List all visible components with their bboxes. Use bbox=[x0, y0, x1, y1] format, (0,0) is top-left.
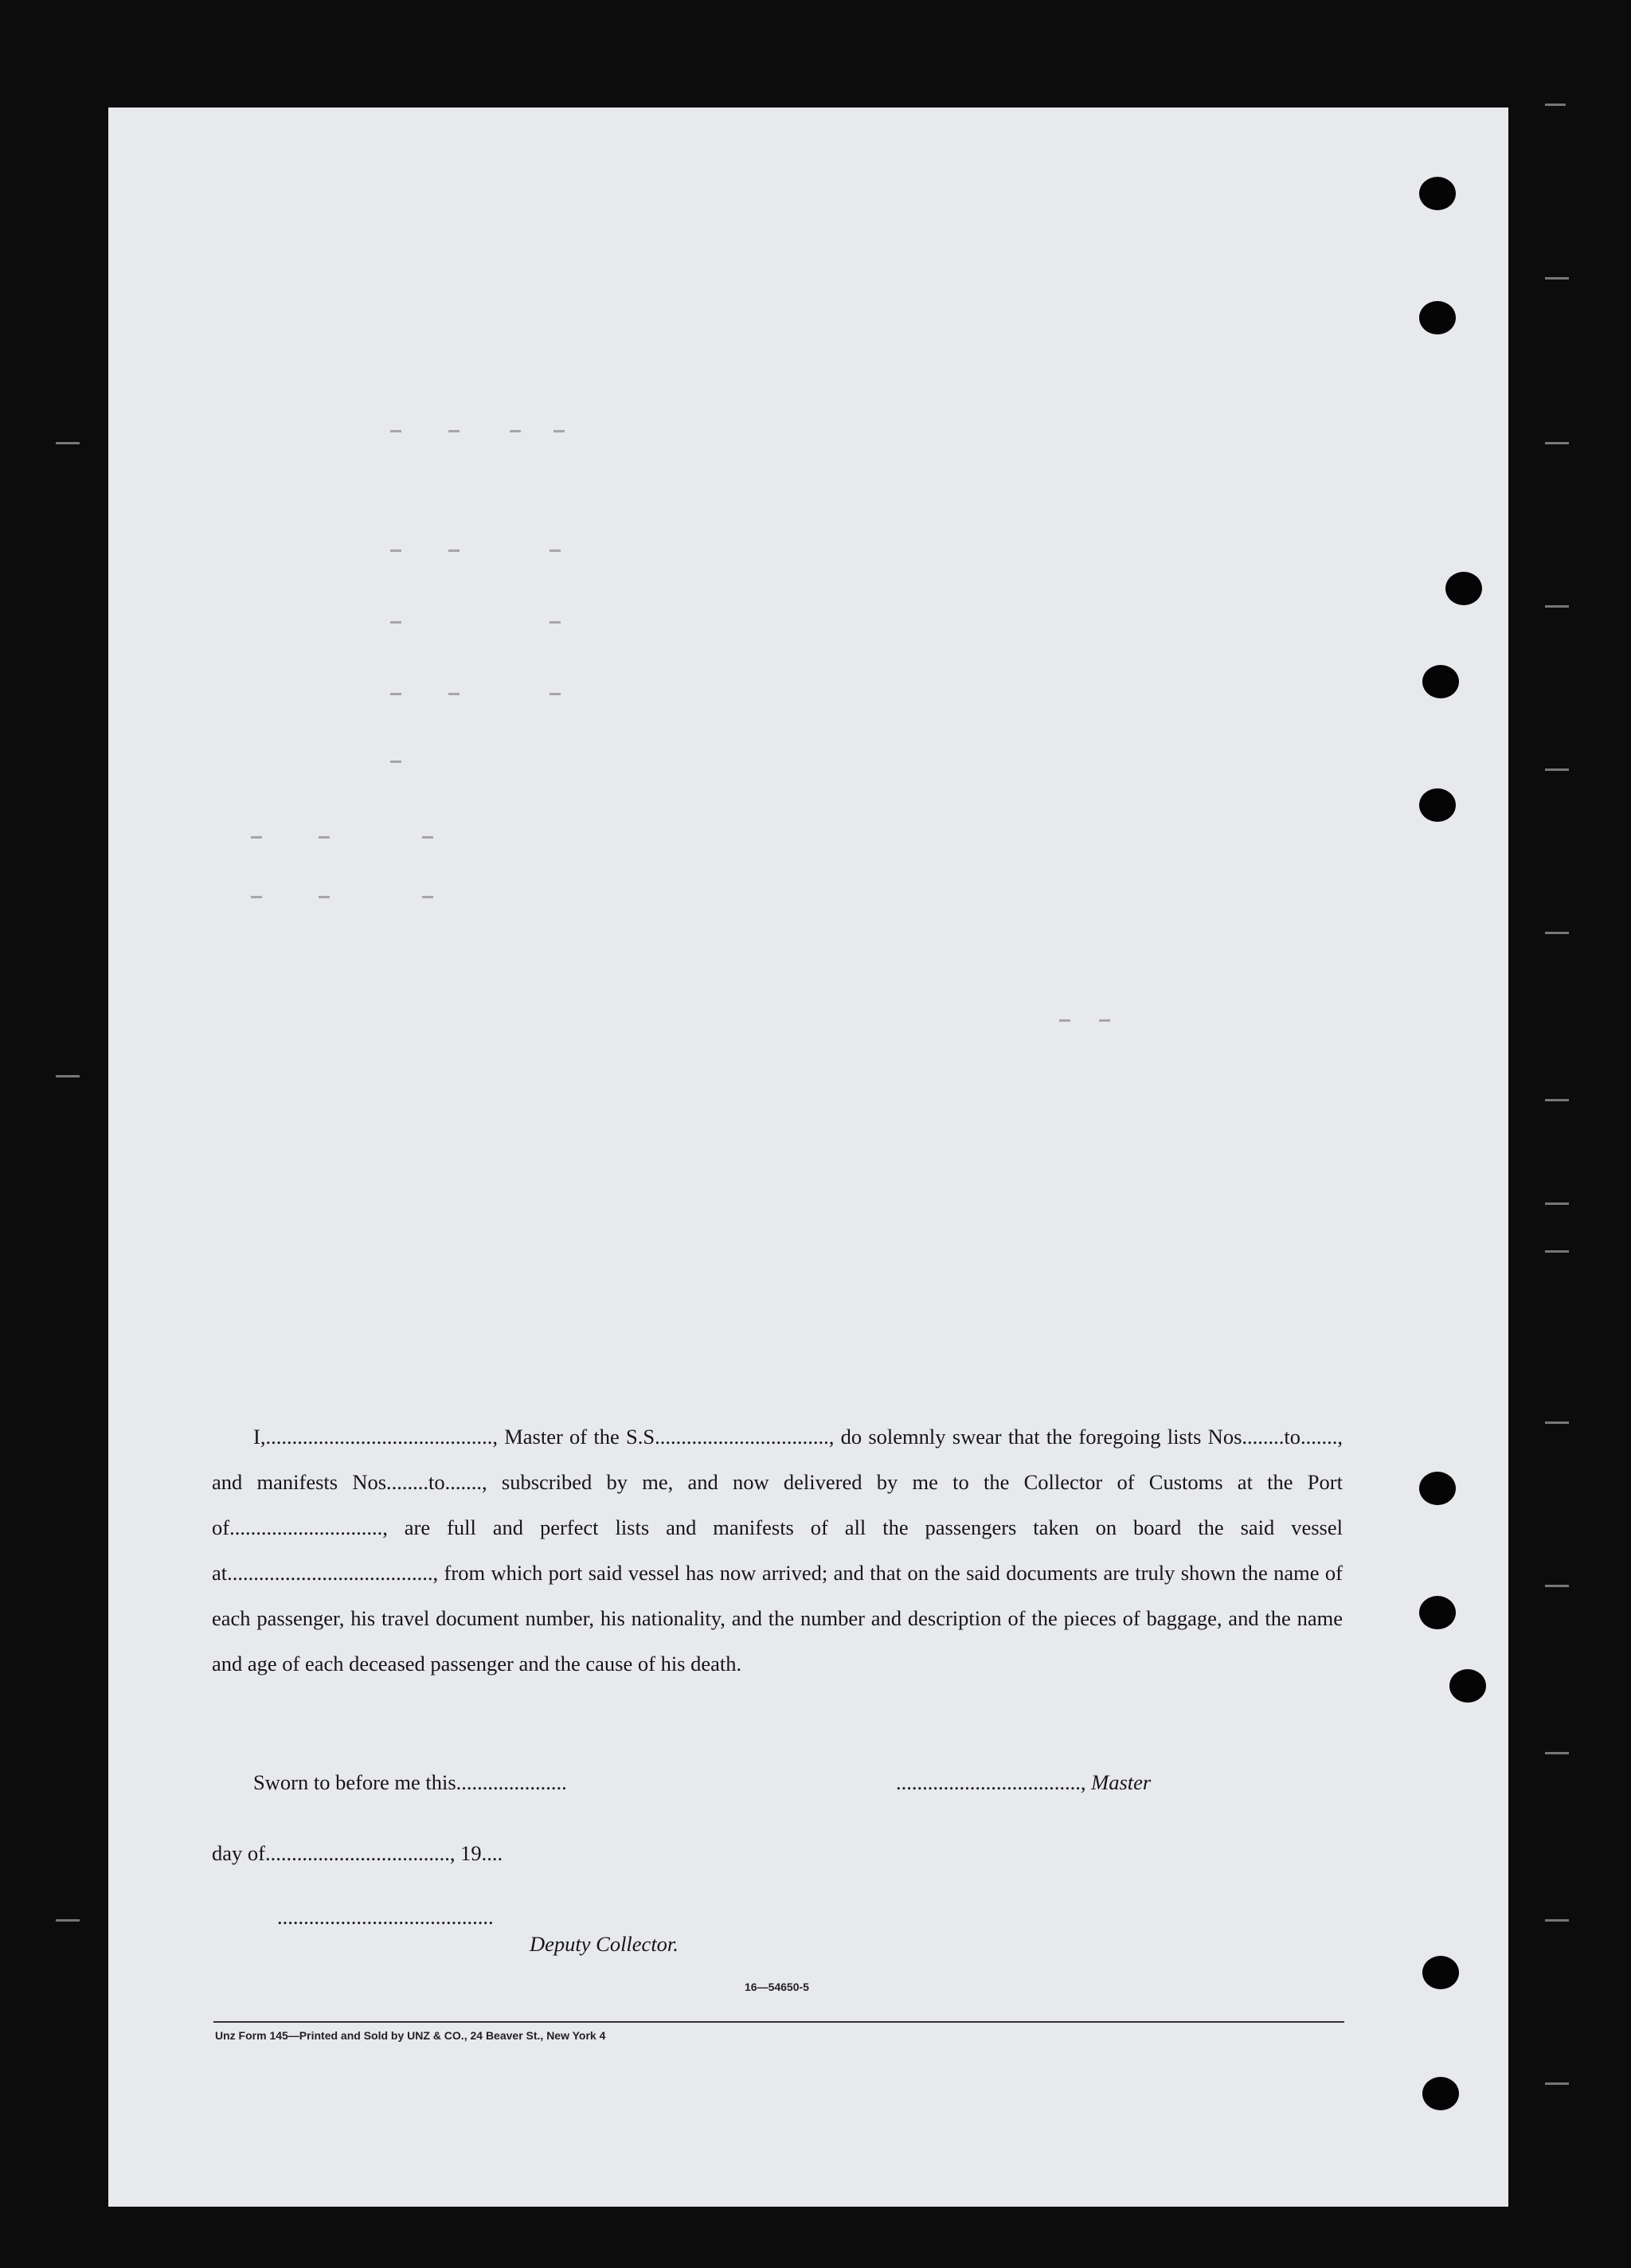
punch-hole bbox=[1445, 572, 1482, 605]
day-line bbox=[212, 1841, 503, 1866]
sworn-line bbox=[253, 1770, 567, 1795]
punch-hole bbox=[1419, 788, 1456, 822]
document-page bbox=[108, 108, 1508, 2207]
footer-rule bbox=[213, 2021, 1344, 2023]
collector-dots: ......................................... bbox=[277, 1905, 494, 1929]
master-label: Master bbox=[1091, 1770, 1152, 1794]
deputy-collector-label bbox=[530, 1932, 679, 1957]
master-dots: ..................................., bbox=[896, 1770, 1086, 1794]
oath-paragraph bbox=[212, 1414, 1343, 1687]
day-text: day of..................................., 19.... bbox=[212, 1841, 503, 1865]
sworn-text: Sworn to before me this..................... bbox=[253, 1770, 567, 1794]
printer-footer: Unz Form 145—Printed and Sold by UNZ & CO., 24 Beaver St., New York 4 bbox=[215, 2029, 606, 2042]
punch-hole bbox=[1422, 2077, 1459, 2110]
punch-hole bbox=[1419, 1472, 1456, 1505]
punch-hole bbox=[1449, 1669, 1486, 1703]
collector-signature-line bbox=[277, 1905, 494, 1930]
punch-hole bbox=[1422, 1956, 1459, 1989]
master-signature bbox=[896, 1770, 1151, 1795]
punch-hole bbox=[1419, 177, 1456, 210]
punch-hole bbox=[1419, 1596, 1456, 1629]
collector-label: Deputy Collector. bbox=[530, 1932, 679, 1956]
punch-hole bbox=[1422, 665, 1459, 698]
punch-hole bbox=[1419, 301, 1456, 334]
oath-text: I,..........................................., Master of the S.S................................., do solemnly swear that the foregoing lists Nos........to......., and manifests Nos........to......., subscribed by me, and now delivered by me to the Collector of Customs at the Port of............................., are full and perfect lists and manifests of all the passengers taken on board the said vessel at......................................., from which port said vessel has now arrived; and that on the said documents are truly shown the name of each passenger, his travel document number, his nationality, and the number and description of the pieces of baggage, and the name and age of each deceased passenger and the cause of his death. bbox=[212, 1425, 1343, 1676]
form-number: 16—54650-5 bbox=[745, 1981, 809, 1993]
